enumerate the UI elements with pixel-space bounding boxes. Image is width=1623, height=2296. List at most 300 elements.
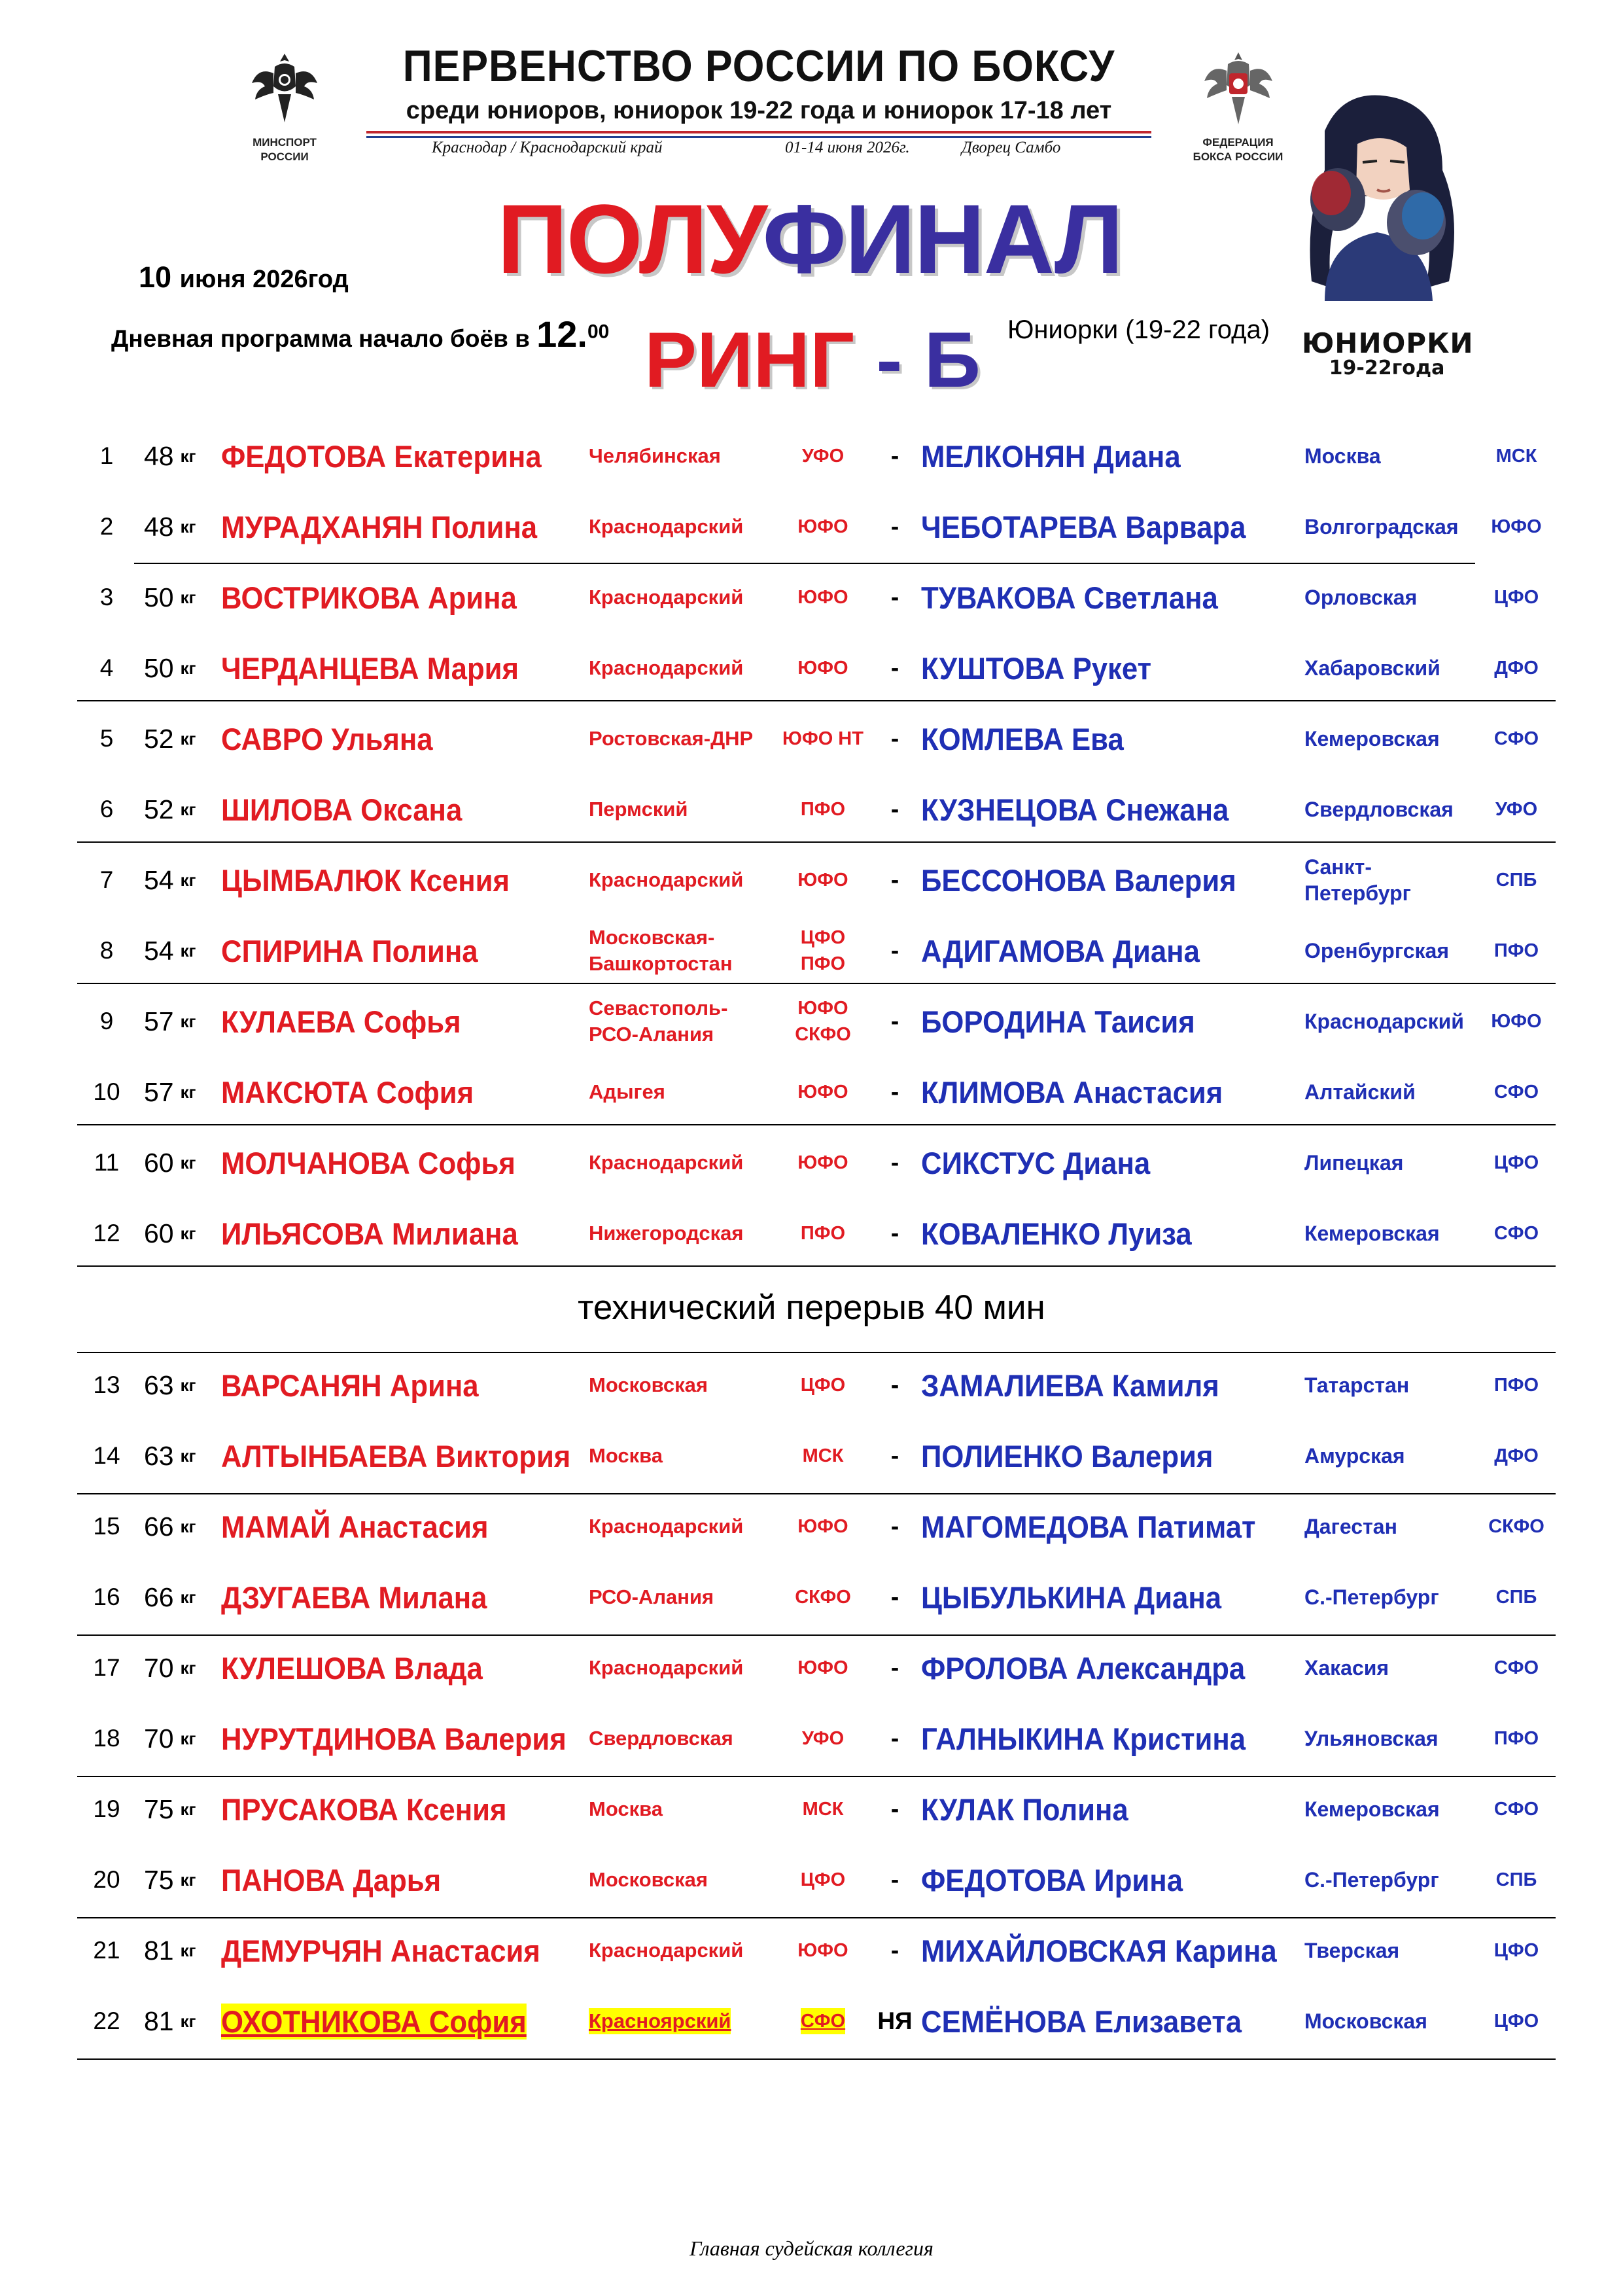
weight-class xyxy=(144,703,222,774)
bout-separator: - xyxy=(890,1937,899,1964)
blue-corner-district: ЦФО xyxy=(1493,1939,1539,1961)
blue-region-wrap xyxy=(1304,584,1417,610)
event-dates: 01-14 июня 2026г. xyxy=(785,139,910,156)
bout-separator: - xyxy=(890,1866,899,1893)
bout-row xyxy=(77,1562,1556,1633)
date-rest: июня 2026год xyxy=(179,266,349,293)
red-corner-region xyxy=(589,1057,772,1127)
red-district-line: ПФО xyxy=(800,953,846,974)
bout-row xyxy=(77,1057,1556,1127)
weight-value: 50 xyxy=(144,582,174,612)
red-corner-region xyxy=(589,1915,772,1986)
bout-number: 13 xyxy=(93,1371,120,1398)
red-district-line: ЮФО xyxy=(797,516,848,537)
blue-corner-region xyxy=(1304,562,1481,633)
stage-title-part2: ФИНАЛ xyxy=(762,184,1123,294)
event-location: Краснодар / Краснодарский край xyxy=(432,139,663,156)
blue-corner-region xyxy=(1304,1421,1481,1491)
red-region-line: Краснодарский xyxy=(589,1151,744,1174)
blue-region-wrap xyxy=(1304,1513,1397,1540)
weight-unit: кг xyxy=(180,1011,196,1031)
red-region-line: Краснодарский xyxy=(589,1656,744,1679)
red-district-wrap xyxy=(801,2008,845,2034)
red-corner-name xyxy=(221,1986,562,2057)
blue-corner-region xyxy=(1304,1198,1481,1269)
blue-region-line: Кемеровская xyxy=(1304,1222,1440,1245)
red-region-line: Свердловская xyxy=(589,1727,733,1750)
red-corner-district xyxy=(777,915,869,986)
weight-value: 48 xyxy=(144,440,174,471)
weight-unit: кг xyxy=(180,870,196,890)
red-district-line: ЮФО xyxy=(797,587,848,608)
bout-row xyxy=(77,1633,1556,1703)
weight-unit: кг xyxy=(180,658,196,678)
bout-number: 7 xyxy=(99,866,114,893)
weight-value: 57 xyxy=(144,1076,174,1107)
ring-title-part2: - Б xyxy=(876,316,981,404)
bout-number: 6 xyxy=(99,796,114,822)
weight-unit: кг xyxy=(180,1587,196,1607)
weight-class xyxy=(144,986,222,1057)
bout-row xyxy=(77,1491,1556,1562)
blue-corner-name: ТУВАКОВА Светлана xyxy=(921,580,1218,615)
row-divider xyxy=(77,983,1556,984)
row-divider xyxy=(77,1776,1556,1777)
blue-corner-region xyxy=(1304,703,1481,774)
red-district-line: ЮФО НТ xyxy=(782,728,864,749)
weight-unit: кг xyxy=(180,446,196,466)
red-corner-district xyxy=(777,1057,869,1127)
blue-corner-region xyxy=(1304,633,1481,703)
red-corner-district xyxy=(777,845,869,915)
blue-region-line: Тверская xyxy=(1304,1939,1400,1962)
red-district-wrap xyxy=(797,584,848,610)
boxing-federation-logo xyxy=(1174,47,1302,178)
start-hour: 12. xyxy=(536,313,587,355)
red-region-line: Пермский xyxy=(589,798,688,821)
weight-class xyxy=(144,845,222,915)
blue-region-line: Татарстан xyxy=(1304,1373,1410,1397)
blue-region-wrap xyxy=(1304,854,1411,906)
weight-unit: кг xyxy=(180,2011,196,2031)
banner-divider-red xyxy=(366,131,1151,133)
red-corner-name-text: ОХОТНИКОВА София xyxy=(221,2004,527,2039)
red-district-line: ПФО xyxy=(800,799,846,820)
weight-class xyxy=(144,1491,222,1562)
red-region-wrap xyxy=(589,1443,663,1469)
bout-separator: - xyxy=(890,1442,899,1469)
red-corner-name-text: ПАНОВА Дарья xyxy=(221,1862,442,1898)
blue-region-wrap xyxy=(1304,1937,1399,1964)
blue-corner-region xyxy=(1304,845,1481,915)
red-district-line: СКФО xyxy=(795,1587,851,1608)
red-corner-name xyxy=(221,1057,562,1127)
bout-separator: - xyxy=(890,1008,899,1034)
blue-region-line: Алтайский xyxy=(1304,1080,1416,1104)
blue-region-line: Дагестан xyxy=(1304,1515,1397,1538)
badge-caption-category: ЮНИОРКИ xyxy=(1302,327,1474,359)
blue-corner-name: ЗАМАЛИЕВА Камиля xyxy=(921,1368,1219,1403)
red-corner-name xyxy=(221,633,562,703)
row-divider xyxy=(77,1917,1556,1918)
blue-region-wrap xyxy=(1304,1008,1464,1034)
red-region-wrap xyxy=(589,1220,744,1246)
banner-divider-blue xyxy=(366,136,1151,138)
red-district-line: ЮФО xyxy=(797,658,848,679)
bout-separator: - xyxy=(890,725,899,752)
bout-row xyxy=(77,633,1556,703)
bout-row xyxy=(77,1986,1556,2057)
red-corner-district xyxy=(777,1198,869,1269)
competition-date xyxy=(139,260,349,294)
red-corner-name xyxy=(221,1562,562,1633)
red-corner-name-text: ПРУСАКОВА Ксения xyxy=(221,1792,507,1827)
blue-corner-name: ЧЕБОТАРЕВА Варвара xyxy=(921,509,1246,544)
red-region-line: Московская xyxy=(589,1373,708,1396)
red-region-line: Краснодарский xyxy=(589,656,744,679)
weight-unit: кг xyxy=(180,1223,196,1243)
red-region-wrap xyxy=(589,655,743,681)
weight-unit: кг xyxy=(180,940,196,961)
weight-value: 66 xyxy=(144,1511,174,1542)
red-corner-district xyxy=(777,1845,869,1915)
weight-value: 50 xyxy=(144,652,174,683)
red-corner-name-text: КУЛЕШОВА Влада xyxy=(221,1650,483,1686)
technical-break: технический перерыв 40 мин xyxy=(578,1288,1045,1327)
event-venue: Дворец Самбо xyxy=(962,139,1061,156)
red-corner-name xyxy=(221,1421,571,1491)
red-corner-name xyxy=(221,986,562,1057)
red-corner-name xyxy=(221,774,562,845)
weight-unit: кг xyxy=(180,1082,196,1102)
blue-region-line: Амурская xyxy=(1304,1444,1405,1468)
blue-region-wrap xyxy=(1304,1725,1439,1752)
bout-row xyxy=(77,421,1556,491)
blue-region-wrap xyxy=(1304,1079,1416,1105)
bout-number: 20 xyxy=(93,1866,120,1893)
weight-unit: кг xyxy=(180,799,196,819)
red-corner-name xyxy=(221,845,562,915)
red-corner-name-text: ШИЛОВА Оксана xyxy=(221,792,462,827)
blue-corner-district: МСК xyxy=(1495,445,1537,467)
red-district-line: СКФО xyxy=(795,1024,851,1045)
weight-class xyxy=(144,491,222,562)
blue-corner-district: ЮФО xyxy=(1491,516,1542,537)
weight-class xyxy=(144,1633,222,1703)
bout-number: 15 xyxy=(93,1513,120,1540)
bout-number: 21 xyxy=(93,1937,120,1964)
blue-corner-district: УФО xyxy=(1495,798,1538,820)
weight-value: 70 xyxy=(144,1723,174,1754)
badge-caption-age: 19-22года xyxy=(1329,357,1445,380)
red-district-wrap xyxy=(797,655,848,681)
red-district-line: ЮФО xyxy=(797,1082,848,1103)
red-corner-name-text: ДЗУГАЕВА Милана xyxy=(221,1580,487,1615)
red-corner-name xyxy=(221,1845,562,1915)
red-corner-name-text: МАКСЮТА София xyxy=(221,1074,474,1110)
blue-corner-district: ЦФО xyxy=(1493,1152,1539,1173)
weight-class xyxy=(144,1562,222,1633)
row-divider xyxy=(77,1352,1556,1353)
red-district-wrap xyxy=(797,1655,848,1681)
row-divider xyxy=(77,1265,1556,1267)
age-category: Юниорки (19-22 года) xyxy=(1007,315,1270,344)
blue-corner-region xyxy=(1304,1350,1481,1421)
row-divider xyxy=(134,563,1475,564)
bout-row xyxy=(77,703,1556,774)
bout-row xyxy=(77,1845,1556,1915)
red-corner-district xyxy=(777,1127,869,1198)
federation-emblem-icon xyxy=(1199,47,1278,132)
red-corner-name xyxy=(221,915,562,986)
stage-title-part1: ПОЛУ xyxy=(497,184,763,294)
red-district-wrap xyxy=(795,995,851,1048)
bout-row xyxy=(77,1703,1556,1774)
red-region-wrap xyxy=(589,1655,743,1681)
weight-class xyxy=(144,1198,222,1269)
blue-corner-district: ДФО xyxy=(1494,1445,1539,1466)
blue-corner-district: СФО xyxy=(1493,1657,1539,1678)
red-corner-district xyxy=(777,562,869,633)
weight-unit: кг xyxy=(180,587,196,607)
red-region-line: РСО-Алания xyxy=(589,1585,714,1608)
red-district-wrap xyxy=(797,514,848,540)
red-region-line: Москва xyxy=(589,1797,663,1820)
weight-class xyxy=(144,1421,222,1491)
bout-number: 3 xyxy=(99,584,114,610)
red-region-wrap xyxy=(589,1372,708,1398)
red-corner-name-text: КУЛАЕВА Софья xyxy=(221,1004,461,1039)
red-district-wrap xyxy=(803,1443,844,1469)
weight-unit: кг xyxy=(180,728,196,749)
blue-corner-district: ПФО xyxy=(1493,1374,1539,1396)
red-district-line: СФО xyxy=(800,2011,846,2032)
bout-row xyxy=(77,491,1556,562)
blue-region-line: Краснодарский xyxy=(1304,1010,1464,1033)
blue-region-line: Московская xyxy=(1304,2009,1427,2033)
red-corner-region xyxy=(589,1198,772,1269)
red-region-wrap xyxy=(589,995,727,1048)
red-corner-name-text: ВАРСАНЯН Арина xyxy=(221,1368,479,1403)
weight-value: 60 xyxy=(144,1218,174,1248)
blue-corner-region xyxy=(1304,1845,1481,1915)
weight-value: 54 xyxy=(144,864,174,895)
right-logo-caption-2: БОКСА РОССИИ xyxy=(1193,150,1283,163)
red-region-wrap xyxy=(589,443,721,469)
red-region-line: Нижегородская xyxy=(589,1222,744,1245)
weight-class xyxy=(144,1127,222,1198)
blue-corner-name: БОРОДИНА Таисия xyxy=(921,1004,1195,1039)
red-district-line: ЦФО xyxy=(800,1375,846,1396)
bout-number: 11 xyxy=(94,1149,120,1176)
championship-title: ПЕРВЕНСТВО РОССИИ ПО БОКСУ xyxy=(402,41,1115,91)
blue-region-line: Хабаровский xyxy=(1304,656,1440,680)
blue-region-line: Волгоградская xyxy=(1304,515,1459,539)
blue-corner-region xyxy=(1304,774,1481,845)
red-district-wrap xyxy=(803,1796,844,1822)
blue-region-wrap xyxy=(1304,514,1458,540)
row-divider xyxy=(77,1634,1556,1636)
blue-corner-name: КЛИМОВА Анастасия xyxy=(921,1074,1223,1110)
blue-corner-district: СФО xyxy=(1493,1222,1539,1244)
weight-value: 60 xyxy=(144,1147,174,1178)
blue-region-wrap xyxy=(1304,1372,1409,1398)
red-district-line: ЮФО xyxy=(797,1516,848,1537)
red-district-line: УФО xyxy=(801,446,845,467)
blue-region-line: Кемеровская xyxy=(1304,727,1440,751)
bout-separator: - xyxy=(890,866,899,893)
red-corner-name-text: СПИРИНА Полина xyxy=(221,933,478,968)
red-region-wrap xyxy=(589,726,753,752)
weight-value: 81 xyxy=(144,2005,174,2036)
red-corner-region xyxy=(589,703,772,774)
row-divider xyxy=(77,841,1556,843)
bout-number: 10 xyxy=(93,1078,120,1105)
blue-region-wrap xyxy=(1304,655,1440,681)
blue-corner-name: МАГОМЕДОВА Патимат xyxy=(921,1509,1256,1544)
bout-separator: - xyxy=(890,1078,899,1105)
red-district-wrap xyxy=(797,1513,848,1540)
blue-region-wrap xyxy=(1304,1584,1439,1610)
left-logo-caption-1: МИНСПОРТ xyxy=(253,136,317,149)
red-corner-region xyxy=(589,845,772,915)
red-region-line: РСО-Алания xyxy=(589,1023,714,1046)
blue-corner-name: ПОЛИЕНКО Валерия xyxy=(921,1438,1213,1474)
red-region-wrap xyxy=(589,514,743,540)
red-region-line: Ростовская-ДНР xyxy=(589,727,754,750)
bout-separator: - xyxy=(890,1654,899,1681)
blue-corner-district: СФО xyxy=(1493,1798,1539,1820)
blue-corner-district: ЦФО xyxy=(1493,586,1539,608)
bout-separator: - xyxy=(890,937,899,964)
weight-value: 54 xyxy=(144,935,174,966)
red-corner-name-text: МАМАЙ Анастасия xyxy=(221,1509,489,1544)
blue-corner-district: СПБ xyxy=(1495,1869,1537,1890)
red-corner-region xyxy=(589,915,772,986)
blue-corner-name: КОВАЛЕНКО Луиза xyxy=(921,1216,1192,1251)
red-corner-district xyxy=(777,1491,869,1562)
blue-corner-name: КОМЛЕВА Ева xyxy=(921,721,1124,756)
weight-value: 81 xyxy=(144,1935,174,1966)
red-corner-region xyxy=(589,774,772,845)
red-district-wrap xyxy=(801,1372,846,1398)
red-region-line: Краснодарский xyxy=(589,868,744,891)
red-district-wrap xyxy=(797,1937,848,1964)
blue-corner-name: ФЕДОТОВА Ирина xyxy=(921,1862,1183,1898)
blue-region-line: Кемеровская xyxy=(1304,1797,1440,1821)
bout-number: 9 xyxy=(99,1008,114,1034)
blue-corner-district: ПФО xyxy=(1493,940,1539,961)
weight-value: 70 xyxy=(144,1652,174,1683)
blue-corner-district: ЦФО xyxy=(1493,2010,1539,2032)
red-corner-name-text: ЦЫМБАЛЮК Ксения xyxy=(221,862,510,898)
red-corner-region xyxy=(589,562,772,633)
bout-row xyxy=(77,845,1556,915)
red-region-wrap xyxy=(589,1796,663,1822)
red-district-wrap xyxy=(801,796,845,822)
blue-region-wrap xyxy=(1304,796,1454,822)
red-region-line: Краснодарский xyxy=(589,515,744,538)
red-region-line: Краснодарский xyxy=(589,1939,744,1962)
blue-corner-district: СФО xyxy=(1493,1081,1539,1103)
red-region-line: Красноярский xyxy=(589,2009,731,2032)
red-corner-region xyxy=(589,1845,772,1915)
bout-row xyxy=(77,1127,1556,1198)
weight-unit: кг xyxy=(180,1516,196,1536)
bout-row xyxy=(77,1915,1556,1986)
red-corner-name xyxy=(221,1127,562,1198)
blue-corner-region xyxy=(1304,1562,1481,1633)
blue-region-wrap xyxy=(1304,1150,1403,1176)
red-corner-name xyxy=(221,421,562,491)
red-region-wrap xyxy=(589,1584,714,1610)
weight-value: 66 xyxy=(144,1581,174,1612)
red-district-wrap xyxy=(801,1867,846,1893)
red-corner-name xyxy=(221,1350,562,1421)
red-corner-name-text: САВРО Ульяна xyxy=(221,721,433,756)
bout-separator: - xyxy=(890,1513,899,1540)
red-corner-name xyxy=(221,562,562,633)
red-corner-name xyxy=(221,1915,562,1986)
blue-corner-name: КУШТОВА Рукет xyxy=(921,650,1152,686)
weight-unit: кг xyxy=(180,1869,196,1890)
red-region-wrap xyxy=(589,1937,743,1964)
row-divider xyxy=(77,2058,1556,2060)
red-district-line: ЦФО xyxy=(800,927,846,948)
bout-number: 14 xyxy=(93,1442,120,1469)
red-district-wrap xyxy=(797,1150,848,1176)
weight-class xyxy=(144,1703,222,1774)
weight-value: 63 xyxy=(144,1440,174,1471)
red-district-line: ПФО xyxy=(800,1223,846,1244)
blue-corner-district: СФО xyxy=(1493,728,1539,749)
weight-class xyxy=(144,1845,222,1915)
header-banner xyxy=(236,41,1302,178)
red-corner-district xyxy=(777,774,869,845)
program-label: Дневная программа начало боёв в xyxy=(111,325,530,352)
blue-corner-name: МИХАЙЛОВСКАЯ Карина xyxy=(921,1933,1277,1968)
red-corner-region xyxy=(589,1562,772,1633)
bout-row xyxy=(77,1421,1556,1491)
red-district-wrap xyxy=(801,1220,845,1246)
red-corner-region xyxy=(589,1986,772,2057)
red-district-line: ЮФО xyxy=(797,1657,848,1678)
bout-row xyxy=(77,915,1556,986)
red-district-line: ЦФО xyxy=(800,1869,846,1890)
red-corner-name-text: ЧЕРДАНЦЕВА Мария xyxy=(221,650,519,686)
red-district-line: ЮФО xyxy=(797,1152,848,1173)
red-corner-name-text: АЛТЫНБАЕВА Виктория xyxy=(221,1438,571,1474)
date-day: 10 xyxy=(139,260,172,294)
red-corner-region xyxy=(589,1633,772,1703)
blue-corner-district: СПБ xyxy=(1495,1586,1537,1608)
eagle-icon xyxy=(249,47,321,132)
red-region-line: Севастополь- xyxy=(589,997,728,1019)
red-corner-district xyxy=(777,1774,869,1845)
red-region-line: Башкортостан xyxy=(589,952,733,975)
red-district-line: МСК xyxy=(802,1445,844,1466)
red-region-wrap xyxy=(589,584,743,610)
weight-class xyxy=(144,633,222,703)
weight-unit: кг xyxy=(180,1940,196,1960)
blue-corner-region xyxy=(1304,491,1481,562)
blue-region-wrap xyxy=(1304,1443,1405,1469)
red-corner-name xyxy=(221,491,562,562)
blue-region-line: Москва xyxy=(1304,444,1381,468)
bout-separator: - xyxy=(890,1371,899,1398)
red-region-line: Московская- xyxy=(589,926,715,949)
blue-region-wrap xyxy=(1304,1867,1439,1893)
